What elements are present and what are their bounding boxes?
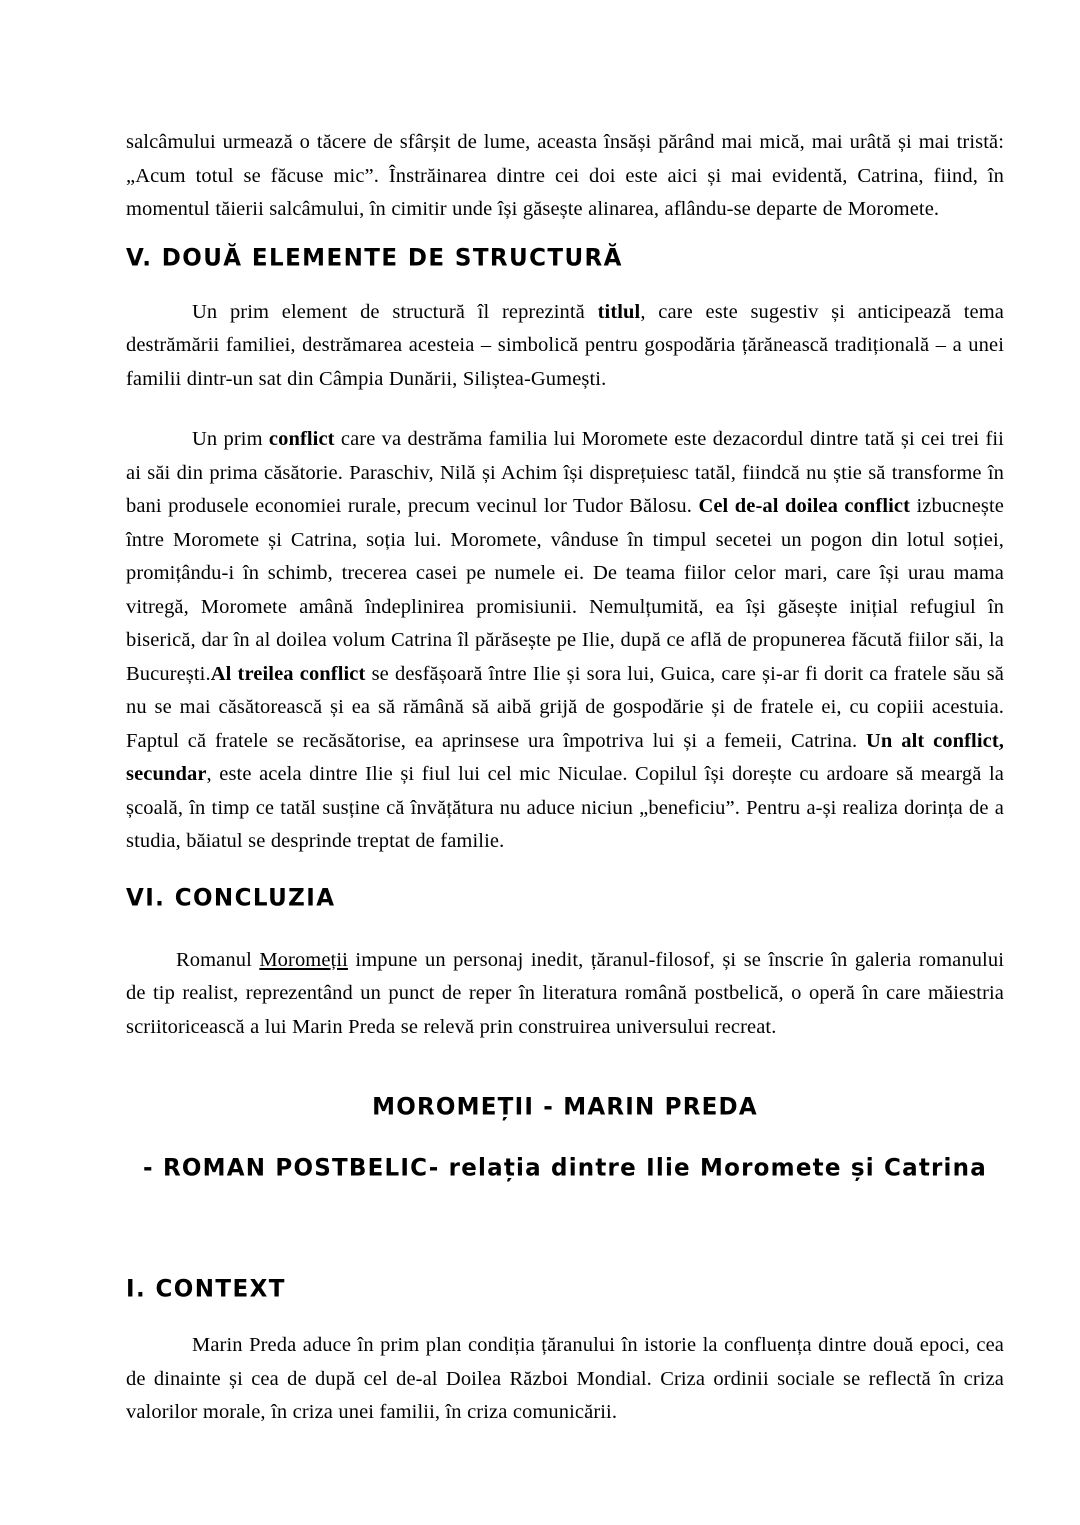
text-run: Romanul: [176, 948, 260, 971]
underlined-morometii: Moromeții: [259, 948, 348, 971]
text-run: impune un personaj inedit, țăranul-filosof, și se înscrie în galeria romanului de tip realist, reprezentând un punct de reper în literatura română postbelică, o operă în care măiestria scriitoricească a lui Marin Preda se relevă prin construirea universului recreat.: [126, 948, 1004, 1038]
paragraph-structura-titlu: [126, 296, 1004, 397]
heading-section-i: I. CONTEXT: [126, 1275, 286, 1303]
spacer-between-paragraphs-1: [126, 396, 1004, 423]
text-run: , este acela dintre Ilie și fiul lui cel mic Niculae. Copilul își dorește cu ardoare să meargă la școală, în timp ce tatăl susține că învățătura nu aduce niciun „beneficiu”. Pentru a-și realiza dorința de a studia, băiatul se desprinde treptat de familie.: [126, 763, 1004, 852]
text-run: care va destrăma familia lui Moromete este dezacordul dintre tată și cei trei fii ai săi din prima căsătorie. Paraschiv, Nilă și Achim își disprețuiesc tatăl, fiindcă nu știe să transforme în bani produsele economiei rurale, precum vecinul lor Tudor Bălosu.: [126, 428, 1004, 517]
text-run: izbucnește între Moromete și Catrina, soția lui. Moromete, vânduse în timpul secetei un pogon din lotul soției, promițându-i în schimb, trecerea casei pe numele ei. De teama fiilor celor mari, care își urau mama vitregă, Moromete amână îndeplinirea promisiunii. Nemulțumită, ea își găsește inițial refugiul în biserică, dar în al doilea volum Catrina îl părăsește pe Ilie, după ce află de propunerea făcută fiilor săi, la București.: [126, 495, 1004, 685]
text-run: Un prim element de structură îl reprezintă: [192, 300, 598, 323]
bold-al-treilea-conflict: Al treilea conflict: [210, 662, 366, 685]
spacer-before-main-title: [126, 1044, 1004, 1092]
document-main-title: MOROMEȚII - MARIN PREDA: [372, 1093, 758, 1121]
paragraph-concluzia: [126, 944, 1004, 1045]
bold-titlul: titlul: [597, 300, 641, 323]
text-run: , care este sugestiv și anticipează tema destrămării familiei, destrămarea acesteia – simbolică pentru gospodăria țărănească tradițională – a unei familii dintr-un sat din Câmpia Dunării, Siliștea-Gumești.: [126, 300, 1004, 390]
spacer-before-heading-vi: [126, 859, 1004, 884]
spacer-before-heading-i: [126, 1183, 1004, 1275]
spacer-after-heading-vi: [126, 914, 1004, 944]
document-subtitle: - ROMAN POSTBELIC- relația dintre Ilie Moromete și Catrina: [143, 1154, 987, 1182]
paragraph-conflicte: [126, 423, 1004, 859]
bold-conflict: conflict: [268, 428, 335, 450]
spacer-before-heading-v: [126, 227, 1004, 244]
spacer-after-heading-i: [126, 1305, 1004, 1329]
top-margin-spacer: [126, 0, 1004, 126]
bold-un-alt-conflict-secundar: Un alt conflict, secundar: [126, 729, 1005, 785]
text-run: se desfășoară între Ilie și sora lui, Guica, care și-ar fi dorit ca fratele său să nu se mai căsătorească și ea să rămână să aibă grijă de gospodărie și de fratele ei, cu copiii acestuia. Faptul că fratele se recăsătorise, ea aprinsese ura împotriva lui și a femeii, Catrina.: [126, 662, 1004, 752]
heading-section-v: V. DOUĂ ELEMENTE DE STRUCTURĂ: [126, 243, 623, 272]
spacer-after-heading-v: [126, 274, 1004, 296]
paragraph-context: Marin Preda aduce în prim plan condiția țăranului în istorie la confluența dintre două epoci, cea de dinainte și cea de după cel de-al Doilea Război Mondial. Criza ordinii sociale se reflectă în criza valorilor morale, în criza unei familii, în criza comunicării.: [126, 1334, 1004, 1423]
document-content: [126, 0, 1004, 1430]
bold-cel-de-al-doilea-conflict: Cel de-al doilea conflict: [698, 495, 911, 517]
spacer-between-titles: [126, 1122, 1004, 1153]
paragraph-intro: salcâmului urmează o tăcere de sfârșit de lume, aceasta însăși părând mai mică, mai urâtă și mai tristă: „Acum totul se făcuse mic”. Înstrăinarea dintre cei doi este aici și mai evidentă, Catrina, fiind, în momentul tăierii salcâmului, în cimitir unde își găsește alinarea, aflându-se departe de Moromete.: [126, 131, 1004, 220]
heading-section-vi: VI. CONCLUZIA: [126, 883, 336, 912]
text-run: Un prim: [192, 428, 269, 450]
